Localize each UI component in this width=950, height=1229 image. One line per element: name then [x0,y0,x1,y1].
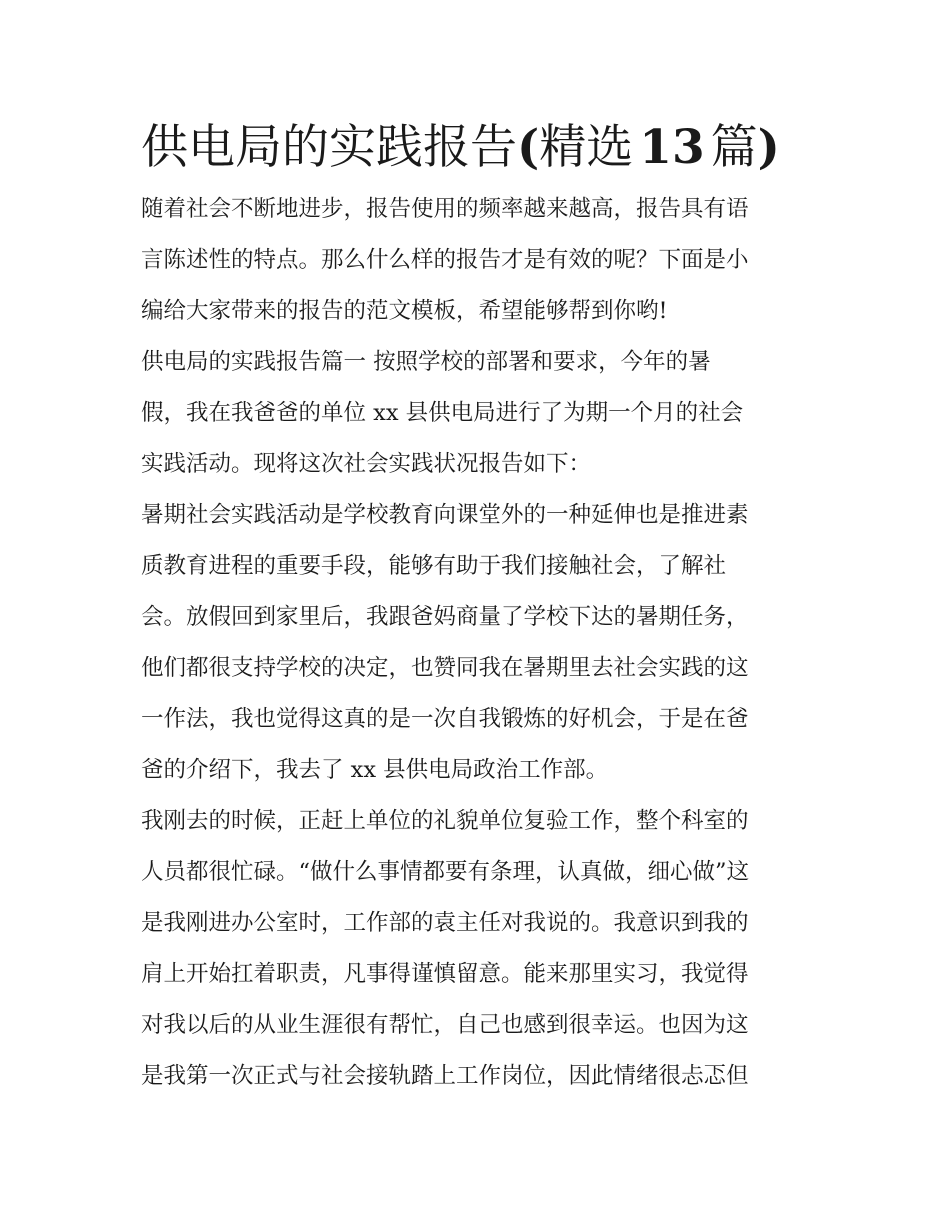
paragraph-line: 随着社会不断地进步，报告使用的频率越来越高，报告具有语 [141,196,749,222]
paragraph-line: 会。放假回到家里后，我跟爸妈商量了学校下达的暑期任务， [141,604,749,630]
paragraph-line: 编给大家带来的报告的范文模板，希望能够帮到你哟! [141,298,668,324]
paragraph-line: 他们都很支持学校的决定，也赞同我在暑期里去社会实践的这 [141,655,749,681]
title-selected: 精选 [539,120,634,175]
paragraph-line: 对我以后的从业生涯很有帮忙，自己也感到很幸运。也因为这 [141,1012,749,1038]
paragraph-line: 爸的介绍下，我去了 xx 县供电局政治工作部。 [141,757,609,783]
paragraph [141,337,813,490]
paragraph [141,796,813,1102]
paragraph-line: 一作法，我也觉得这真的是一次自我锻炼的好机会，于是在爸 [141,706,749,732]
title-paren-open: ( [517,120,540,175]
paragraph-line: 我刚去的时候，正赶上单位的礼貌单位复验工作，整个科室的 [141,808,749,834]
title-unit: 篇 [710,120,758,175]
paragraph [141,490,813,796]
paragraph-line: 言陈述性的特点。那么什么样的报告才是有效的呢？下面是小 [141,247,749,273]
paragraph-line: 假，我在我爸爸的单位 xx 县供电局进行了为期一个月的社会 [141,400,744,426]
paragraph-line: 是我第一次正式与社会接轨踏上工作岗位，因此情绪很忐忑但 [141,1063,749,1089]
document-body [141,118,813,1102]
paragraph-line: 实践活动。现将这次社会实践状况报告如下： [141,451,592,477]
paragraph-line: 是我刚进办公室时，工作部的袁主任对我说的。我意识到我的 [141,910,749,936]
document-title [141,118,813,178]
title-paren-close: ) [757,120,780,175]
paragraph-line: 人员都很忙碌。“做什么事情都要有条理，认真做，细心做”这 [141,859,750,885]
title-count: 13 [639,120,705,175]
paragraph [141,184,813,337]
paragraph-line: 肩上开始扛着职责，凡事得谨慎留意。能来那里实习，我觉得 [141,961,749,987]
paragraph-line: 质教育进程的重要手段，能够有助于我们接触社会，了解社 [141,553,727,579]
paragraph-list [141,184,813,1102]
paragraph-line: 暑期社会实践活动是学校教育向课堂外的一种延伸也是推进素 [141,502,749,528]
paragraph-line: 供电局的实践报告篇一 按照学校的部署和要求，今年的暑 [141,349,711,375]
title-main: 供电局的实践报告 [141,120,517,175]
